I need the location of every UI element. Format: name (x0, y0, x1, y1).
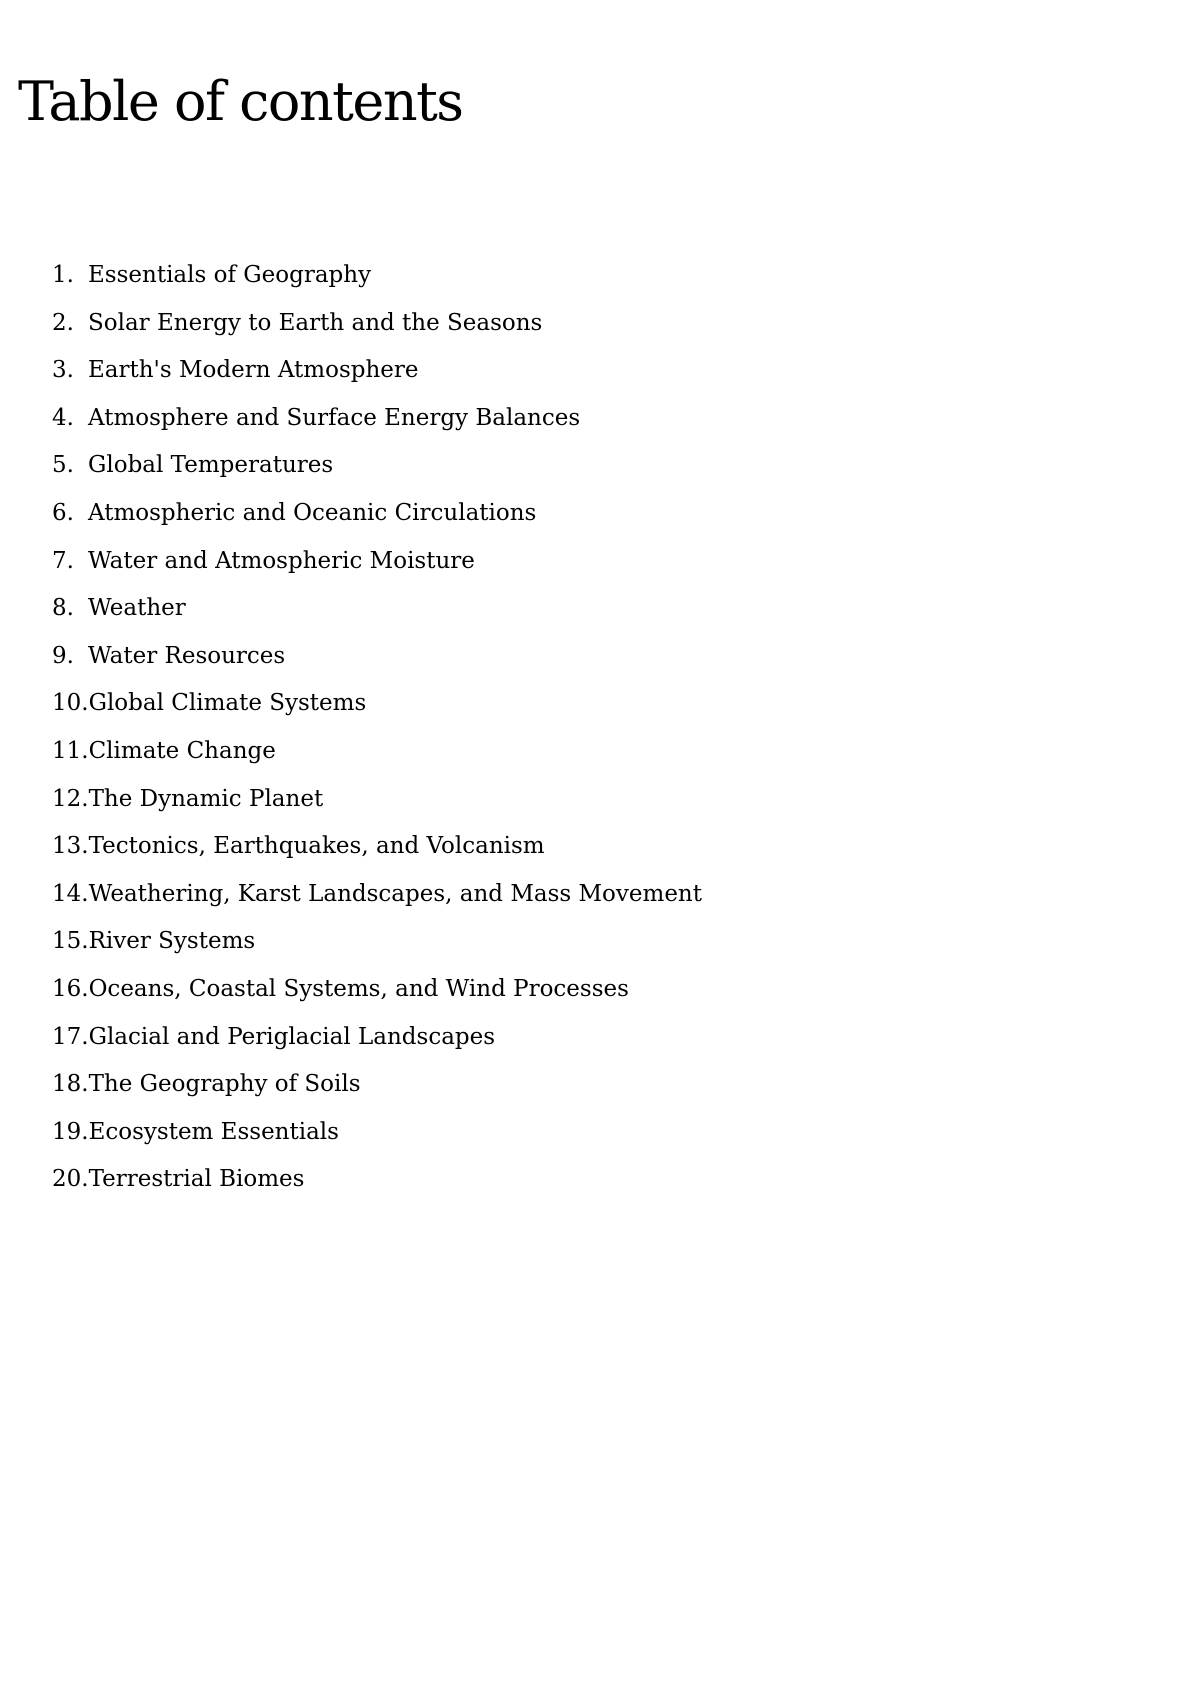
toc-entry (52, 405, 702, 453)
toc-entry-number: 6. (52, 499, 74, 526)
toc-entry (52, 1024, 702, 1072)
toc-entry-title: Water and Atmospheric Moisture (88, 547, 475, 574)
toc-entry-title: The Dynamic Planet (88, 785, 324, 812)
toc-entry-number: 10. (52, 690, 89, 717)
toc-entry (52, 595, 702, 643)
toc-entry-title: Glacial and Periglacial Landscapes (88, 1023, 496, 1050)
toc-entry (52, 452, 702, 500)
toc-entry (52, 357, 702, 405)
toc-entry (52, 1166, 702, 1214)
toc-entry-number: 20. (52, 1166, 89, 1193)
toc-entry-title: Ecosystem Essentials (88, 1118, 339, 1145)
toc-entry-number: 12. (52, 785, 89, 812)
toc-entry (52, 548, 702, 596)
toc-entry-title: Earth's Modern Atmosphere (88, 357, 419, 384)
toc-entry (52, 310, 702, 358)
toc-entry (52, 500, 702, 548)
toc-entry-title: Solar Energy to Earth and the Seasons (88, 309, 543, 336)
toc-entry-number: 3. (52, 357, 74, 384)
toc-list (52, 262, 702, 1214)
toc-entry-number: 9. (52, 642, 74, 669)
toc-entry-title: Atmospheric and Oceanic Circulations (88, 499, 537, 526)
toc-entry (52, 262, 702, 310)
toc-entry-number: 7. (52, 547, 74, 574)
toc-entry-title: Atmosphere and Surface Energy Balances (88, 404, 581, 431)
toc-entry-number: 11. (52, 737, 89, 764)
toc-entry (52, 833, 702, 881)
toc-entry-number: 8. (52, 595, 74, 622)
toc-entry-title: Global Temperatures (88, 452, 334, 479)
toc-entry (52, 690, 702, 738)
toc-entry-title: Essentials of Geography (88, 262, 372, 288)
toc-entry (52, 786, 702, 834)
toc-entry (52, 928, 702, 976)
toc-entry-number: 17. (52, 1023, 89, 1050)
toc-entry-title: River Systems (88, 928, 256, 955)
toc-entry (52, 1119, 702, 1167)
toc-entry-title: Terrestrial Biomes (88, 1166, 305, 1193)
toc-entry (52, 881, 702, 929)
toc-entry-title: Weather (88, 595, 186, 622)
toc-entry (52, 643, 702, 691)
toc-entry-title: Weathering, Karst Landscapes, and Mass Movement (88, 880, 702, 907)
toc-entry-number: 19. (52, 1118, 89, 1145)
toc-entry-title: The Geography of Soils (88, 1071, 361, 1098)
toc-entry-title: Global Climate Systems (88, 690, 367, 717)
toc-entry (52, 738, 702, 786)
toc-entry-number: 18. (52, 1071, 89, 1098)
toc-entry-number: 16. (52, 975, 89, 1002)
toc-entry (52, 1071, 702, 1119)
toc-entry-title: Tectonics, Earthquakes, and Volcanism (88, 833, 545, 860)
page-title: Table of contents (18, 70, 463, 133)
toc-entry-title: Climate Change (88, 737, 276, 764)
toc-entry-number: 14. (52, 880, 89, 907)
toc-entry-number: 5. (52, 452, 74, 479)
toc-entry-title: Water Resources (88, 642, 286, 669)
toc-entry (52, 976, 702, 1024)
toc-entry-number: 1. (52, 262, 74, 288)
toc-entry-number: 15. (52, 928, 89, 955)
toc-entry-number: 2. (52, 309, 74, 336)
toc-entry-number: 13. (52, 833, 89, 860)
toc-entry-title: Oceans, Coastal Systems, and Wind Processes (88, 975, 629, 1002)
toc-entry-number: 4. (52, 404, 74, 431)
